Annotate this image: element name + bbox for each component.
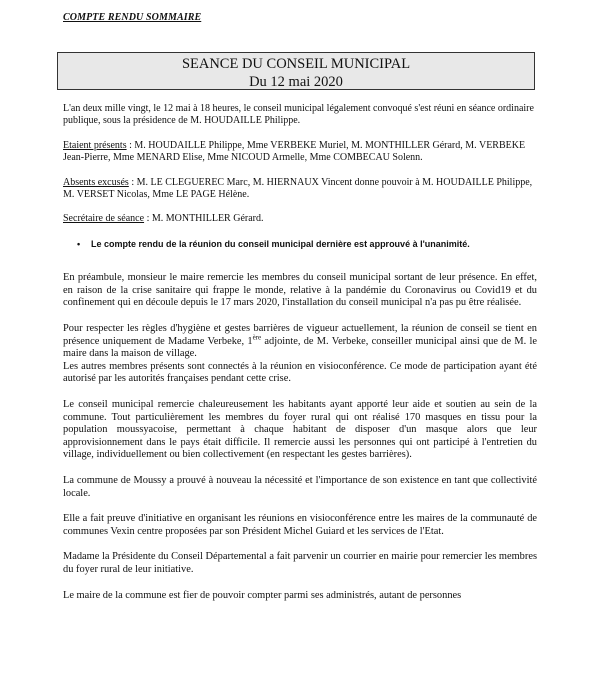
- presents-label: Etaient présents: [63, 139, 127, 151]
- paragraph-initiative: Elle a fait preuve d'initiative en organisant les réunions en visioconférence entre les maires de la communauté de communes Vexin centre proposées par son Président Michel Guiard et les services de l'Etat.: [63, 513, 537, 537]
- meeting-date: Du 12 mai 2020: [249, 74, 343, 90]
- secretaire-label: Secrétaire de séance: [63, 213, 145, 225]
- paragraph-hygiene-part2: adjointe, de M. Verbeke, conseiller municipal ainsi que de M. le maire dans la maison de village.: [63, 335, 537, 360]
- absents-label: Absents excusés: [63, 176, 129, 188]
- paragraph-remerciements: Le conseil municipal remercie chaleureusement les habitants ayant apporté leur aide et soutien au sein de la commune. Tout particulièrement les membres du foyer rural qui ont réalisé 170 masques en tissu pour la population moussyacoise, permettant à chaque habitant de disposer d'un masque alors que leur approvisionnement dans le pays était difficile. Il remercie aussi les personnes qui ont participé à l'entretien du village, individuellement ou bien collectivement (en respectant les gestes barrières).: [63, 399, 537, 461]
- bullet-icon: •: [77, 238, 81, 249]
- title-box: [57, 52, 535, 90]
- paragraph-maire-fier: Le maire de la commune est fier de pouvoir compter parmi ses administrés, autant de personnes: [63, 589, 462, 601]
- paragraph-visioconference: Les autres membres présents sont connectés à la réunion en visioconférence. Ce mode de participation ayant été autorisé par les autorités françaises pendant cette crise.: [63, 360, 537, 385]
- superscript-ere: ère: [252, 333, 262, 342]
- document-body: [63, 103, 537, 615]
- paragraph-moussy: La commune de Moussy a prouvé à nouveau la nécessité et l'importance de son existence en tant que collectivité locale.: [63, 474, 537, 499]
- presents-paragraph: [63, 140, 537, 165]
- absents-paragraph: [63, 177, 537, 202]
- document-type-label: COMPTE RENDU SOMMAIRE: [63, 12, 202, 23]
- minutes-text: [63, 272, 537, 602]
- presents-text: : M. HOUDAILLE Philippe, Mme VERBEKE Muriel, M. MONTHILLER Gérard, M. VERBEKE Jean-Pierre, Mme MENARD Elise, Mme NICOUD Armelle, Mme COMBECAU Solenn.: [63, 139, 526, 164]
- paragraph-hygiene-part1: Pour respecter les règles d'hygiène et gestes barrières de vigueur actuellement, la réunion de conseil se tient en présence uniquement de Madame Verbeke, 1: [63, 323, 537, 347]
- intro-paragraph: L'an deux mille vingt, le 12 mai à 18 heures, le conseil municipal légalement convoqué s'est réuni en séance ordinaire publique, sous la présidence de M. HOUDAILLE Philippe.: [63, 103, 534, 127]
- page-title: SEANCE DU CONSEIL MUNICIPAL: [181, 56, 411, 72]
- secretaire-text: : M. MONTHILLER Gérard.: [144, 213, 264, 225]
- absents-text: : M. LE CLEGUEREC Marc, M. HIERNAUX Vincent donne pouvoir à M. HOUDAILLE Philippe, M. VERSET Nicolas, Mme LE PAGE Hélène.: [63, 176, 533, 201]
- paragraph-hygiene: [63, 323, 537, 361]
- approval-bullet: [77, 238, 537, 250]
- approval-text: Le compte rendu de la réunion du conseil municipal dernière est approuvé à l'unanimité.: [91, 238, 470, 249]
- secretaire-paragraph: [63, 213, 537, 225]
- paragraph-preambule: En préambule, monsieur le maire remercie les membres du conseil municipal sortant de leur présence. En effet, en raison de la crise sanitaire qui frappe le monde, relative à la pandémie du Coronavirus ou Covid19 et du confinement qui en découle depuis le 17 mars 2020, l'installation du conseil municipal n'a pas pu être réalisée.: [63, 272, 537, 309]
- paragraph-presidente: Madame la Présidente du Conseil Départemental a fait parvenir un courrier en mairie pour remercier les membres du foyer rural de leur initiative.: [63, 551, 537, 575]
